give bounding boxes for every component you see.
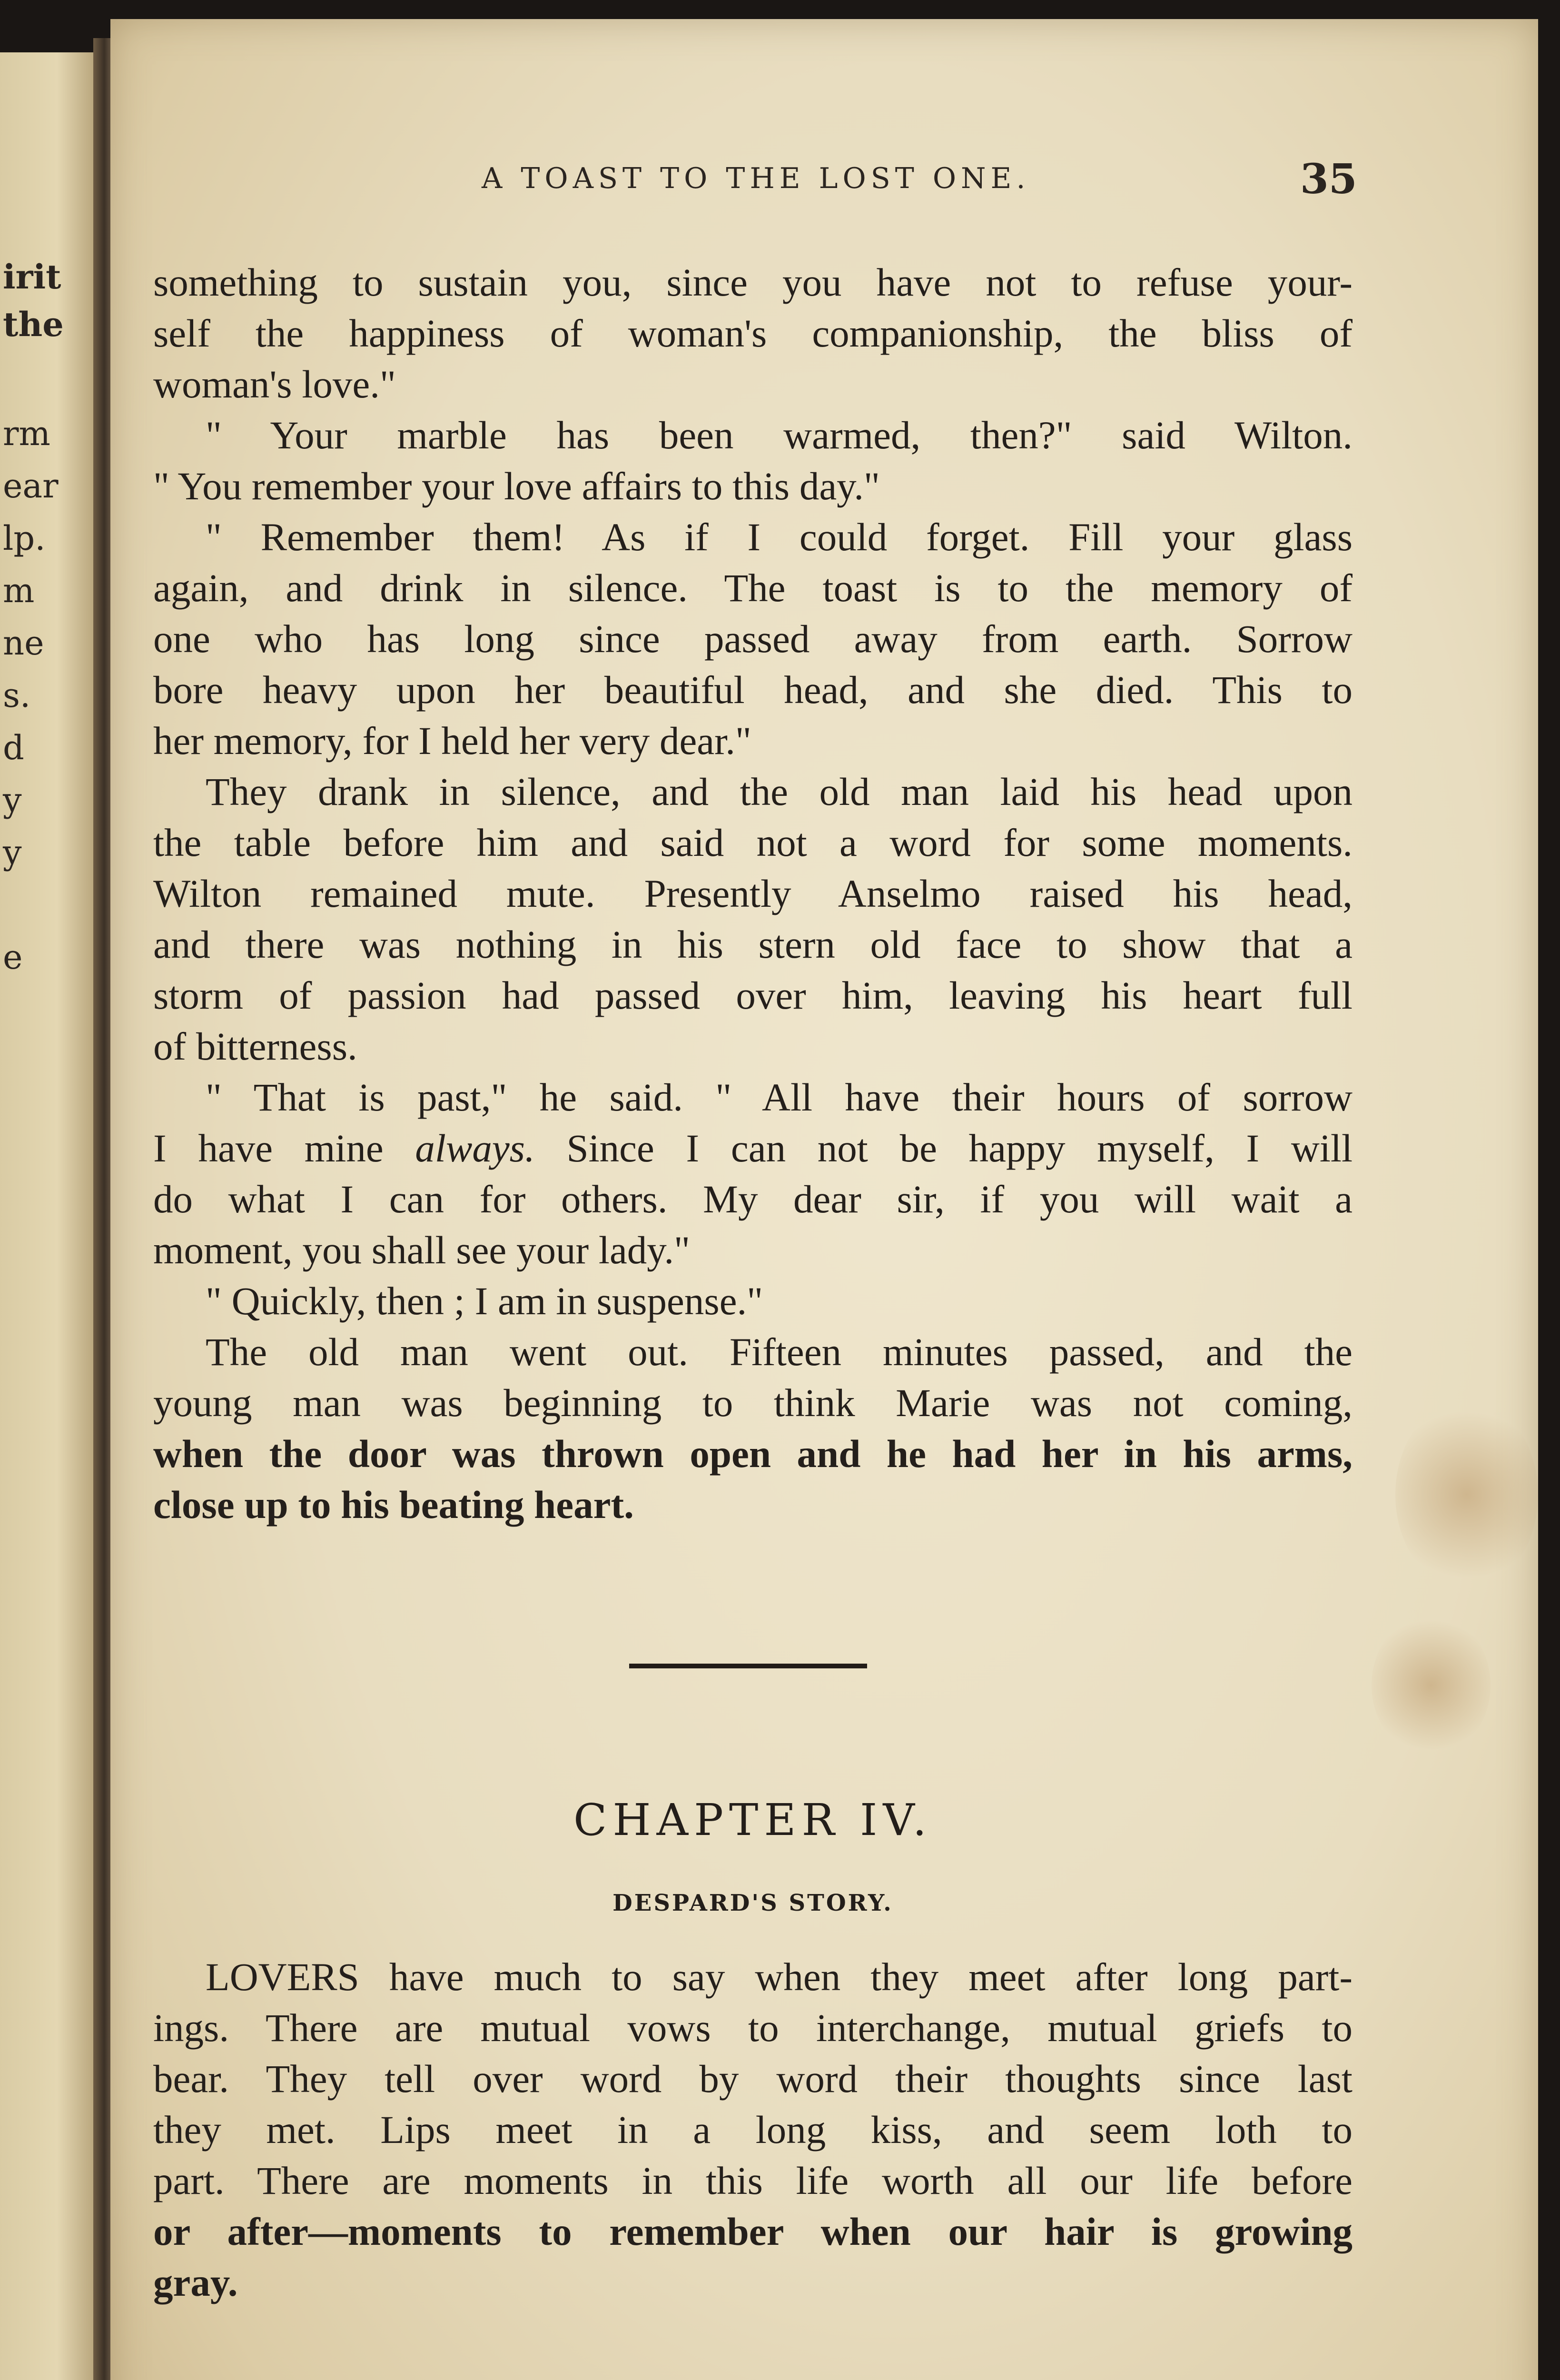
running-head bbox=[110, 155, 1538, 205]
facing-page-fragment: y bbox=[3, 833, 22, 872]
text-line: again, and drink in silence. The toast is to the memory of bbox=[153, 566, 1353, 610]
section-divider bbox=[629, 1664, 867, 1668]
text-line: close up to his beating heart. bbox=[153, 1483, 634, 1527]
body-text bbox=[153, 257, 1353, 1530]
text-line-with-emphasis: I have mine always. Since I can not be happy myself, I will bbox=[153, 1126, 1353, 1170]
text-line: they met. Lips meet in a long kiss, and seem loth to bbox=[153, 2108, 1353, 2152]
text-line: " That is past," he said. " All have their hours of sorrow bbox=[206, 1075, 1353, 1119]
text-line: ings. There are mutual vows to interchange, mutual griefs to bbox=[153, 2006, 1353, 2050]
text-line: self the happiness of woman's companionship, the bliss of bbox=[153, 311, 1353, 355]
chapter-text bbox=[153, 1952, 1353, 2308]
facing-page-fragment: lp. bbox=[3, 519, 46, 558]
text-line: and there was nothing in his stern old face to show that a bbox=[153, 922, 1353, 966]
facing-page-fragment: e bbox=[3, 938, 23, 977]
text-line: part. There are moments in this life worth all our life before bbox=[153, 2159, 1353, 2202]
facing-page-fragment: s. bbox=[3, 676, 31, 715]
facing-page-fragment: ear bbox=[3, 466, 59, 506]
text-line: The old man went out. Fifteen minutes passed, and the bbox=[206, 1330, 1353, 1374]
running-title: A TOAST TO THE LOST ONE. bbox=[482, 162, 1030, 195]
text-line: storm of passion had passed over him, leaving his heart full bbox=[153, 973, 1353, 1017]
text-line: They drank in silence, and the old man laid his head upon bbox=[206, 770, 1353, 813]
text-line: do what I can for others. My dear sir, if you will wait a bbox=[153, 1177, 1353, 1221]
facing-page-edge bbox=[0, 52, 95, 2380]
chapter-subtitle: DESPARD'S STORY. bbox=[612, 1890, 893, 1916]
text-line: her memory, for I held her very dear." bbox=[153, 719, 751, 763]
facing-page-fragment: the bbox=[3, 305, 64, 344]
facing-page-fragment: m bbox=[3, 571, 35, 610]
facing-page-fragment: d bbox=[3, 728, 24, 767]
text-line: LOVERS have much to say when they meet after long part- bbox=[206, 1955, 1353, 1999]
facing-page-fragment: ne bbox=[3, 624, 44, 663]
text-line: something to sustain you, since you have not to refuse your- bbox=[153, 260, 1353, 304]
text-line: gray. bbox=[153, 2261, 238, 2304]
text-line: woman's love." bbox=[153, 362, 396, 406]
text-line: when the door was thrown open and he had her in his arms, bbox=[153, 1432, 1353, 1476]
text-line: Wilton remained mute. Presently Anselmo raised his head, bbox=[153, 872, 1353, 915]
text-line: young man was beginning to think Marie was not coming, bbox=[153, 1381, 1353, 1425]
age-stain bbox=[1372, 1614, 1491, 1756]
book-page bbox=[110, 19, 1538, 2380]
text-line: bear. They tell over word by word their thoughts since last bbox=[153, 2057, 1353, 2101]
facing-page-fragment: rm bbox=[3, 414, 50, 453]
text-line: the table before him and said not a word for some moments. bbox=[153, 821, 1353, 864]
text-line: " Your marble has been warmed, then?" said Wilton. bbox=[206, 413, 1353, 457]
text-line: one who has long since passed away from earth. Sorrow bbox=[153, 617, 1353, 661]
text-line: of bitterness. bbox=[153, 1024, 357, 1068]
text-line: moment, you shall see your lady." bbox=[153, 1228, 691, 1272]
page-number: 35 bbox=[1300, 155, 1357, 203]
text-line: " Quickly, then ; I am in suspense." bbox=[206, 1279, 763, 1323]
emphasized-word: always. bbox=[415, 1126, 535, 1170]
text-line: " You remember your love affairs to this day." bbox=[153, 464, 880, 508]
facing-page-fragment: y bbox=[3, 781, 22, 820]
chapter-title: CHAPTER IV. bbox=[573, 1795, 932, 1845]
text-line: bore heavy upon her beautiful head, and she died. This to bbox=[153, 668, 1353, 712]
text-line: or after—moments to remember when our hair is growing bbox=[153, 2210, 1353, 2253]
text-line: " Remember them! As if I could forget. Fill your glass bbox=[206, 515, 1353, 559]
facing-page-fragment: irit bbox=[3, 257, 61, 297]
age-stain bbox=[1395, 1399, 1538, 1590]
